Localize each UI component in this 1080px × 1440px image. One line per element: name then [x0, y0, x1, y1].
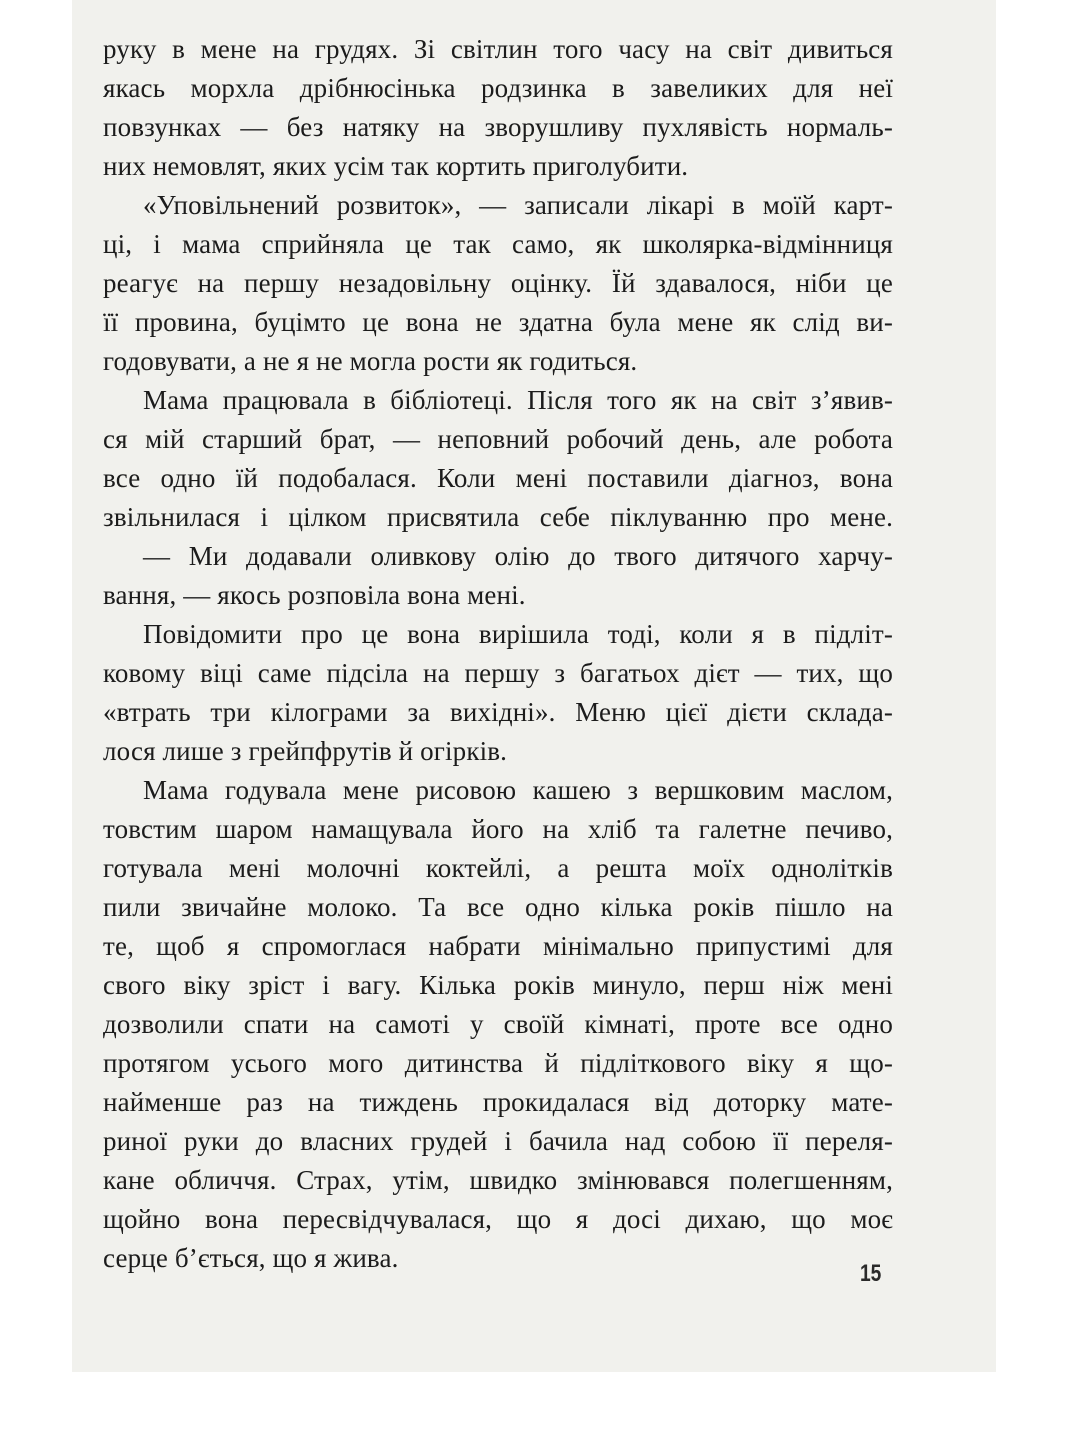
- text-line: годовувати, а не я не могла рости як годиться.: [103, 346, 638, 376]
- text-line: повзунках — без натяку на зворушливу пухлявість нормаль-: [103, 112, 893, 142]
- text-line: реагує на першу незадовільну оцінку. Їй здавалося, ніби це: [103, 268, 893, 298]
- text-line: «втрать три кілограми за вихідні». Меню цієї дієти склада-: [103, 697, 893, 727]
- text-line: — Ми додавали оливкову олію до твого дитячого харчу-: [143, 541, 893, 571]
- text-line: ці, і мама сприйняла це так само, як школярка-відмінниця: [103, 229, 893, 259]
- text-line: протягом усього мого дитинства й підліткового віку я що-: [103, 1048, 893, 1078]
- text-line: Мама годувала мене рисовою кашею з вершковим маслом,: [143, 775, 893, 805]
- text-line: все одно їй подобалася. Коли мені поставили діагноз, вона: [103, 463, 893, 493]
- text-line: Повідомити про це вона вирішила тоді, коли я в підліт-: [143, 619, 893, 649]
- text-line: свого віку зріст і вагу. Кілька років минуло, перш ніж мені: [103, 970, 893, 1000]
- text-line: них немовлят, яких усім так кортить приголубити.: [103, 151, 689, 181]
- text-line: вання, — якось розповіла вона мені.: [103, 580, 526, 610]
- text-line: «Уповільнений розвиток», — записали лікарі в моїй карт-: [143, 190, 893, 220]
- text-line: товстим шаром намащувала його на хліб та галетне печиво,: [103, 814, 893, 844]
- text-line: ся мій старший брат, — неповний робочий день, але робота: [103, 424, 893, 454]
- page-text: [103, 30, 893, 1278]
- text-line: те, щоб я спромоглася набрати мінімально припустимі для: [103, 931, 893, 961]
- text-line: щойно вона пересвідчувалася, що я досі дихаю, що моє: [103, 1204, 893, 1234]
- text-line: руку в мене на грудях. Зі світлин того часу на світ дивиться: [103, 34, 893, 64]
- text-line: лося лише з грейпфрутів й огірків.: [103, 736, 508, 766]
- text-line: ковому віці саме підсіла на першу з багатьох дієт — тих, що: [103, 658, 893, 688]
- text-line: найменше раз на тиждень прокидалася від доторку мате-: [103, 1087, 893, 1117]
- text-line: готувала мені молочні коктейлі, а решта моїх однолітків: [103, 853, 893, 883]
- text-line: риної руки до власних грудей і бачила над собою її переля-: [103, 1126, 893, 1156]
- text-line: Мама працювала в бібліотеці. Після того як на світ з’явив-: [143, 385, 893, 415]
- page-number: 15: [860, 1260, 882, 1287]
- text-line: пили звичайне молоко. Та все одно кілька років пішло на: [103, 892, 893, 922]
- text-line: її провина, буцімто це вона не здатна була мене як слід ви-: [103, 307, 893, 337]
- text-line: звільнилася і цілком присвятила себе піклуванню про мене.: [103, 502, 893, 532]
- text-line: якась морхла дрібнюсінька родзинка в завеликих для неї: [103, 73, 893, 103]
- text-line: серце б’ється, що я жива.: [103, 1243, 399, 1273]
- text-line: кане обличчя. Страх, утім, швидко змінювався полегшенням,: [103, 1165, 893, 1195]
- text-line: дозволили спати на самоті у своїй кімнаті, проте все одно: [103, 1009, 893, 1039]
